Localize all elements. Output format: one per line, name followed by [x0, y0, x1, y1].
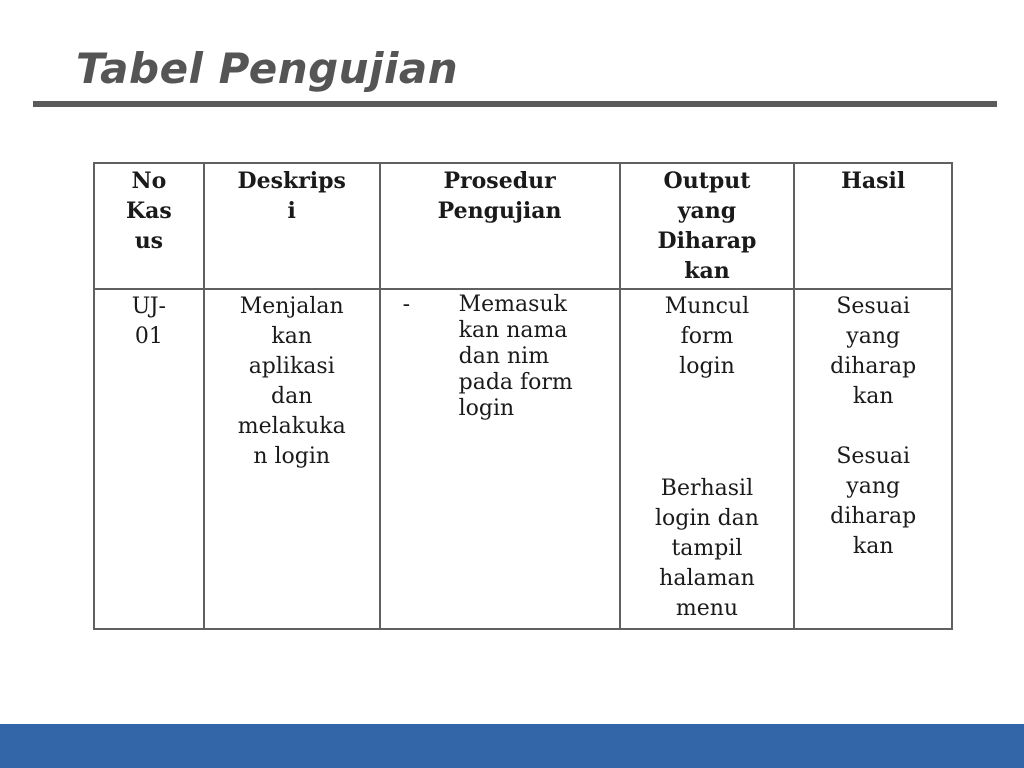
cell-line: aplikasi: [248, 354, 335, 379]
cell-line: login: [679, 354, 735, 379]
cell-line: tampil: [671, 536, 743, 561]
header-line: i: [287, 198, 296, 224]
cell-prosedur: [380, 289, 620, 629]
procedure-item: [385, 292, 615, 422]
cell-line: menu: [675, 596, 739, 621]
table-row: [94, 289, 952, 629]
cell-line: n login: [253, 444, 331, 469]
footer-bar: [0, 724, 1024, 768]
cell-line: diharap: [830, 504, 917, 529]
cell-line: UJ-: [131, 294, 166, 319]
header-line: kan: [684, 258, 730, 284]
cell-line: login: [458, 396, 515, 421]
cell-line: melakuka: [237, 414, 346, 439]
header-no-kasus: [94, 163, 204, 289]
cell-line: halaman: [659, 566, 755, 591]
cell-line: Sesuai: [836, 444, 911, 469]
cell-hasil: [794, 289, 952, 629]
header-line: Prosedur: [443, 168, 556, 194]
cell-line: Sesuai: [836, 294, 911, 319]
cell-line: yang: [846, 324, 901, 349]
cell-line: Muncul: [664, 294, 750, 319]
cell-line: Memasuk: [458, 292, 567, 317]
procedure-bullet: -: [402, 292, 411, 317]
cell-line: dan nim: [458, 344, 550, 369]
cell-line: kan nama: [458, 318, 568, 343]
header-line: Pengujian: [437, 198, 562, 224]
header-hasil: [794, 163, 952, 289]
header-line: yang: [677, 198, 737, 224]
cell-line: login dan: [655, 506, 759, 531]
title-underline: [33, 101, 997, 107]
table-header-row: [94, 163, 952, 289]
cell-line: diharap: [830, 354, 917, 379]
header-prosedur: [380, 163, 620, 289]
cell-line: Berhasil: [660, 476, 754, 501]
header-line: Kas: [126, 198, 172, 224]
cell-spacer: [799, 412, 947, 442]
cell-line: Menjalan: [239, 294, 344, 319]
test-table-container: [93, 162, 953, 630]
cell-no-kasus: [94, 289, 204, 629]
cell-line: form: [680, 324, 734, 349]
cell-deskripsi: [204, 289, 380, 629]
header-line: Hasil: [841, 168, 906, 194]
cell-line: pada form: [458, 370, 573, 395]
test-table: [93, 162, 953, 630]
cell-line: kan: [852, 534, 894, 559]
slide-title: Tabel Pengujian: [76, 44, 459, 93]
cell-line: yang: [846, 474, 901, 499]
cell-line: kan: [852, 384, 894, 409]
cell-line: kan: [271, 324, 313, 349]
header-line: Deskrips: [237, 168, 346, 194]
cell-output: [620, 289, 795, 629]
cell-line: 01: [134, 324, 163, 349]
header-line: No: [131, 168, 167, 194]
header-deskripsi: [204, 163, 380, 289]
header-output: [620, 163, 795, 289]
header-line: Diharap: [657, 228, 757, 254]
output-second-block: [625, 474, 790, 624]
procedure-text: [459, 292, 615, 422]
header-line: us: [134, 228, 164, 254]
cell-line: dan: [271, 384, 313, 409]
header-line: Output: [663, 168, 751, 194]
